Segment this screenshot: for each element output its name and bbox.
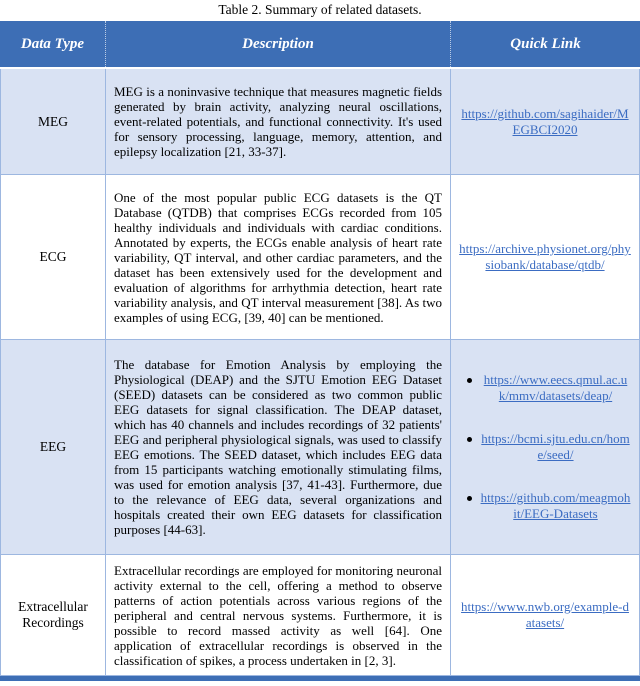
description-text-eeg: The database for Emotion Analysis by employing the Physiological (DEAP) and the SJTU Emotion EEG Dataset (SEED) datasets can be considered as two common public EEG datasets for signal classification. The DEAP dataset, which has 40 channels and includes recordings of 32 patients' EEG and peripheral physiological signals, was used to classify EEG emotions. The SEED dataset, which includes EEG data from 15 participants watching emotionally stimulating films, was used for emotion analysis [37, 41-43]. Furthermore, due to the relevance of EEG data, several organizations and hospitals created their own EEG datasets for classification purposes [44-63]. — [114, 357, 442, 537]
header-description: Description — [106, 21, 451, 67]
link-list-item — [459, 372, 631, 404]
eeg-seed-link[interactable]: https://bcmi.sjtu.edu.cn/home/seed/ — [481, 431, 630, 462]
eeg-datasets-github-link[interactable]: https://github.com/meagmohit/EEG-Datasets — [480, 490, 631, 521]
quick-link-cell-ecg — [451, 175, 639, 339]
table-row-eeg — [0, 340, 640, 555]
bullet-icon — [467, 437, 472, 442]
description-cell-eeg — [106, 340, 451, 554]
table-caption: Table 2. Summary of related datasets. — [218, 2, 422, 17]
data-type-cell-meg: MEG — [1, 69, 106, 174]
description-cell-ecg — [106, 175, 451, 339]
table-row-extracellular — [0, 555, 640, 676]
eeg-deap-link[interactable]: https://www.eecs.qmul.ac.uk/mmv/datasets/deap/ — [483, 372, 628, 403]
header-data-type: Data Type — [0, 21, 106, 67]
quick-link-cell-meg — [451, 69, 639, 174]
data-type-cell-eeg: EEG — [1, 340, 106, 554]
nwb-example-datasets-link[interactable]: https://www.nwb.org/example-datasets/ — [461, 599, 629, 630]
meg-dataset-link[interactable]: https://github.com/sagihaider/MEGBCI2020 — [461, 105, 629, 137]
description-text-ecg: One of the most popular public ECG datasets is the QT Database (QTDB) that comprises ECGs recorded from 105 healthy individuals and individuals with cardiac conditions. Annotated by experts, the ECGs enable analysis of heart rate variability, QT interval, and other cardiac parameters, and the dataset has been extensively used for the development and evaluation of algorithms for arrhythmia detection, heart rate variability analysis, and QT interval measurement [38]. As two examples of using ECG, [39, 40] can be mentioned. — [114, 189, 442, 325]
description-cell-meg — [106, 69, 451, 174]
link-list-item — [459, 490, 631, 522]
header-quick-link: Quick Link — [510, 35, 581, 52]
datasets-table — [0, 21, 640, 681]
description-cell-extracellular — [106, 555, 451, 675]
bullet-icon — [467, 496, 472, 501]
data-type-cell-extracellular: Extracellular Recordings — [1, 555, 106, 675]
table-header-row — [0, 21, 640, 69]
ecg-dataset-link[interactable]: https://archive.physionet.org/physiobank/database/qtdb/ — [459, 241, 631, 272]
bullet-icon — [467, 378, 472, 383]
table-row-ecg — [0, 175, 640, 340]
description-text-meg: MEG is a noninvasive technique that measures magnetic fields generated by brain activity, analyzing neural oscillations, event-related potentials, and functional connectivity. It's used for sensory processing, language, memory, attention, and epilepsy localization [21, 33-37]. — [114, 84, 442, 159]
data-type-cell-ecg: ECG — [1, 175, 106, 339]
quick-link-cell-eeg — [451, 340, 639, 554]
link-list-item — [459, 431, 631, 463]
table-row-meg — [0, 69, 640, 175]
quick-link-cell-extracellular — [451, 555, 639, 675]
description-text-extracellular: Extracellular recordings are employed for monitoring neuronal activity external to the cell, offering a method to observe patterns of action potentials across various regions of the peripheral and central nervous systems. Furthermore, it is possible to record massed activity as well [64]. One application of extracellular recordings is observed in the classification of spikes, a process undertaken in [2, 3]. — [114, 562, 442, 668]
